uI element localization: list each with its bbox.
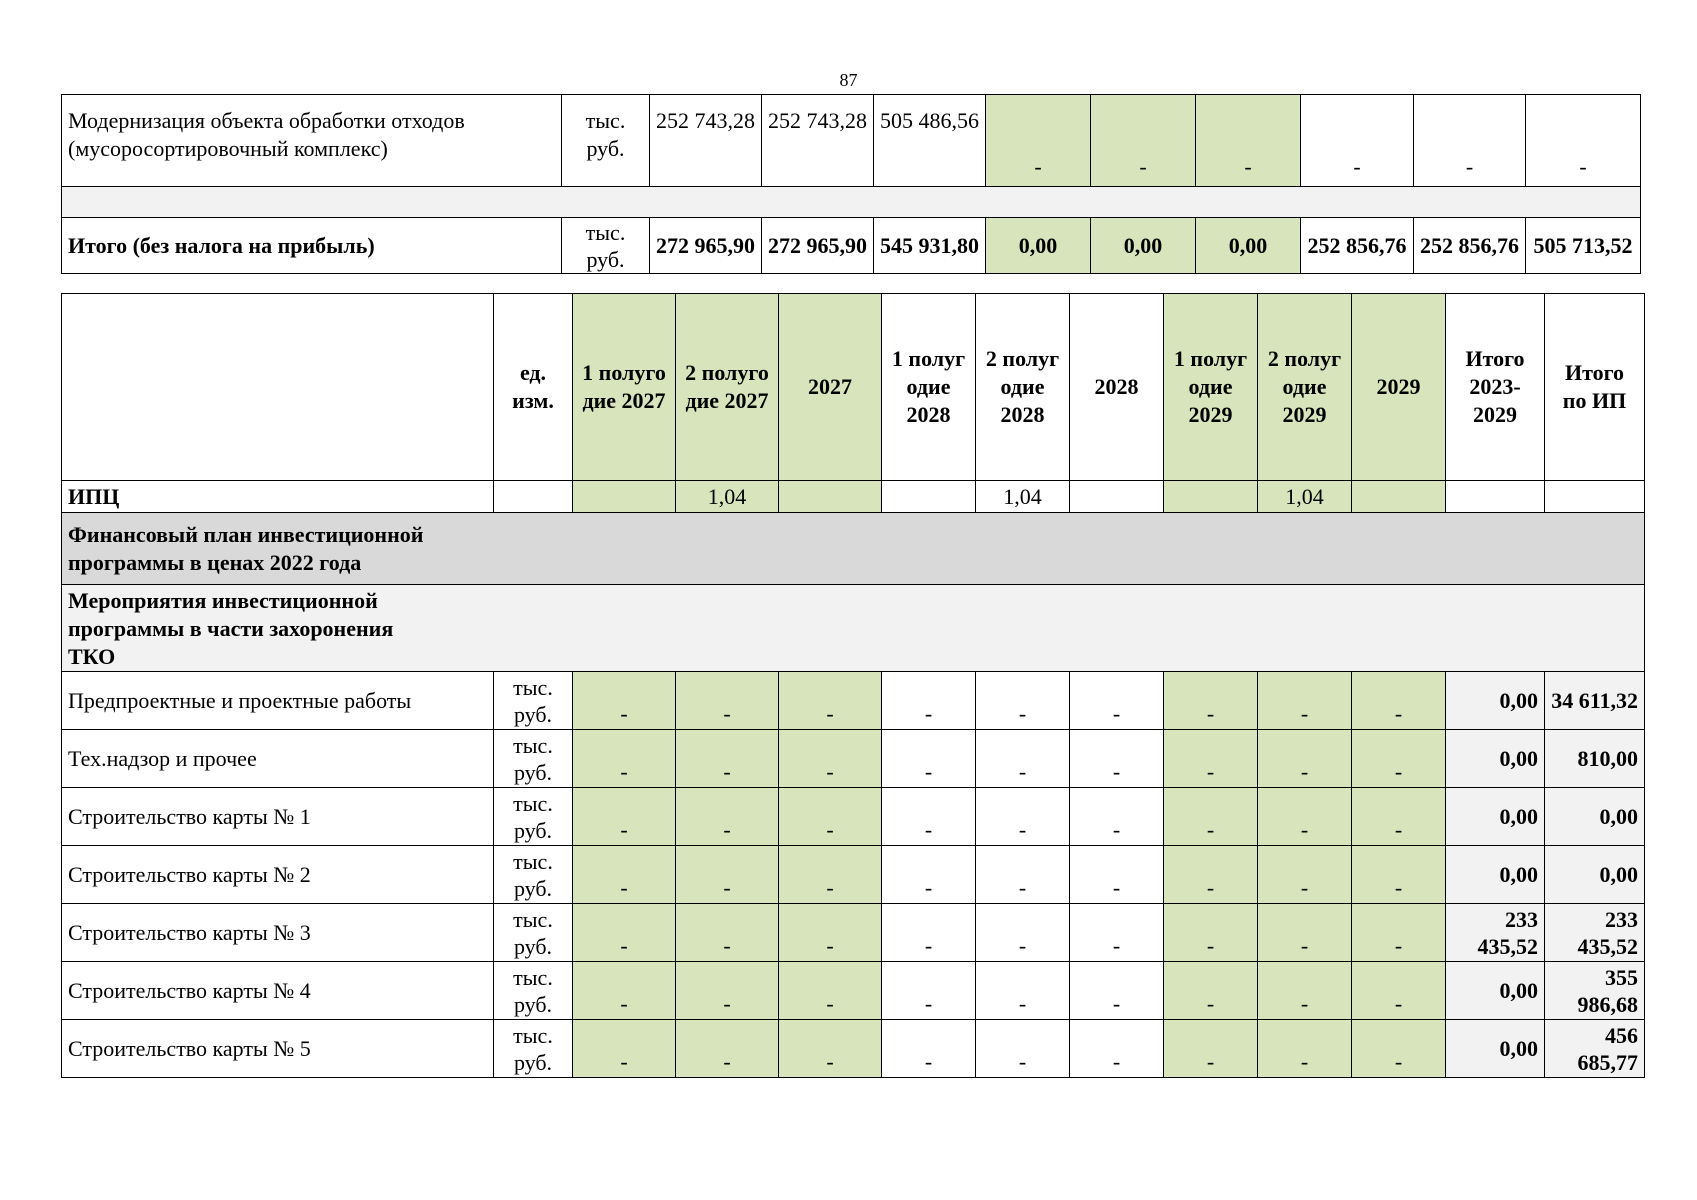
value-cell: - bbox=[573, 1020, 676, 1078]
value-cell: - bbox=[1526, 95, 1641, 187]
top-table bbox=[61, 94, 1641, 274]
total-cell: 0,00 bbox=[1446, 846, 1545, 904]
value-cell: - bbox=[976, 788, 1070, 846]
row-name: Строительство карты № 4 bbox=[62, 962, 494, 1020]
value-cell: - bbox=[573, 730, 676, 788]
value-cell: - bbox=[882, 846, 976, 904]
value-cell: 1,04 bbox=[676, 481, 779, 513]
table-row bbox=[62, 672, 1645, 730]
value-cell: - bbox=[1352, 962, 1446, 1020]
separator-cell bbox=[62, 187, 1641, 218]
value-cell: - bbox=[976, 1020, 1070, 1078]
value-cell: - bbox=[1258, 846, 1352, 904]
value-cell: - bbox=[573, 672, 676, 730]
value-cell: - bbox=[1352, 846, 1446, 904]
header-cell: ед. изм. bbox=[494, 294, 573, 481]
value-cell: - bbox=[573, 962, 676, 1020]
unit-cell: тыс. руб. bbox=[562, 95, 650, 187]
value-cell: 252 856,76 bbox=[1414, 218, 1526, 274]
value-cell: - bbox=[882, 962, 976, 1020]
table-row bbox=[62, 1020, 1645, 1078]
value-cell bbox=[1545, 481, 1645, 513]
value-cell: - bbox=[1352, 904, 1446, 962]
value-cell: - bbox=[1301, 95, 1414, 187]
value-cell: - bbox=[1352, 730, 1446, 788]
page-number: 87 bbox=[839, 70, 858, 90]
value-cell: - bbox=[779, 1020, 882, 1078]
total-cell: 0,00 bbox=[1446, 1020, 1545, 1078]
value-cell: - bbox=[1196, 95, 1301, 187]
value-cell: 505 486,56 bbox=[874, 95, 986, 187]
value-cell: - bbox=[976, 904, 1070, 962]
value-cell: - bbox=[1164, 962, 1258, 1020]
row-name: Строительство карты № 5 bbox=[62, 1020, 494, 1078]
row-name: Строительство карты № 3 bbox=[62, 904, 494, 962]
row-name: Тех.надзор и прочее bbox=[62, 730, 494, 788]
header-cell: 1 полуг одие 2028 bbox=[882, 294, 976, 481]
value-cell: 0,00 bbox=[1196, 218, 1301, 274]
value-cell: - bbox=[1070, 730, 1164, 788]
value-cell bbox=[494, 481, 573, 513]
value-cell: - bbox=[676, 788, 779, 846]
value-cell bbox=[779, 481, 882, 513]
total-label: Итого (без налога на прибыль) bbox=[62, 218, 562, 274]
value-cell: 272 965,90 bbox=[762, 218, 874, 274]
value-cell: - bbox=[676, 730, 779, 788]
unit-cell: тыс. руб. bbox=[494, 962, 573, 1020]
value-cell: - bbox=[1070, 904, 1164, 962]
header-cell: 1 полуго дие 2027 bbox=[573, 294, 676, 481]
table-row bbox=[62, 962, 1645, 1020]
value-cell: - bbox=[1258, 788, 1352, 846]
value-cell: - bbox=[779, 904, 882, 962]
main-table bbox=[61, 293, 1645, 1078]
total-ip-cell: 0,00 bbox=[1545, 788, 1645, 846]
value-cell: - bbox=[1164, 1020, 1258, 1078]
value-cell: - bbox=[573, 904, 676, 962]
value-cell: 252 743,28 bbox=[650, 95, 762, 187]
value-cell: - bbox=[986, 95, 1091, 187]
value-cell bbox=[1164, 481, 1258, 513]
value-cell: - bbox=[1070, 846, 1164, 904]
value-cell: - bbox=[1164, 672, 1258, 730]
ipc-label: ИПЦ bbox=[62, 481, 494, 513]
row-name: Строительство карты № 2 bbox=[62, 846, 494, 904]
total-cell: 0,00 bbox=[1446, 788, 1545, 846]
value-cell: - bbox=[573, 788, 676, 846]
value-cell: - bbox=[1091, 95, 1196, 187]
value-cell: 252 743,28 bbox=[762, 95, 874, 187]
total-row bbox=[62, 218, 1641, 274]
value-cell bbox=[1070, 481, 1164, 513]
header-cell: 2028 bbox=[1070, 294, 1164, 481]
total-ip-cell: 355 986,68 bbox=[1545, 962, 1645, 1020]
value-cell: - bbox=[1164, 846, 1258, 904]
value-cell: - bbox=[1258, 962, 1352, 1020]
row-name: Строительство карты № 1 bbox=[62, 788, 494, 846]
section-fill bbox=[494, 513, 1645, 585]
value-cell: - bbox=[1352, 672, 1446, 730]
table-row bbox=[62, 730, 1645, 788]
value-cell: 0,00 bbox=[986, 218, 1091, 274]
value-cell: - bbox=[1258, 672, 1352, 730]
header-row bbox=[62, 294, 1645, 481]
unit-cell: тыс. руб. bbox=[494, 672, 573, 730]
table-row bbox=[62, 904, 1645, 962]
value-cell: - bbox=[676, 672, 779, 730]
section-row bbox=[62, 585, 1645, 672]
value-cell: - bbox=[779, 788, 882, 846]
value-cell: - bbox=[779, 846, 882, 904]
value-cell: - bbox=[1164, 904, 1258, 962]
value-cell bbox=[573, 481, 676, 513]
header-cell: Итого 2023- 2029 bbox=[1446, 294, 1545, 481]
table-row bbox=[62, 846, 1645, 904]
header-cell: 2029 bbox=[1352, 294, 1446, 481]
total-ip-cell: 34 611,32 bbox=[1545, 672, 1645, 730]
header-cell: 1 полуг одие 2029 bbox=[1164, 294, 1258, 481]
header-cell: 2 полуг одие 2028 bbox=[976, 294, 1070, 481]
header-cell bbox=[62, 294, 494, 481]
value-cell: - bbox=[573, 846, 676, 904]
table-row bbox=[62, 788, 1645, 846]
value-cell: - bbox=[1258, 1020, 1352, 1078]
value-cell bbox=[882, 481, 976, 513]
total-ip-cell: 456 685,77 bbox=[1545, 1020, 1645, 1078]
value-cell: - bbox=[1164, 788, 1258, 846]
value-cell: - bbox=[882, 730, 976, 788]
value-cell: - bbox=[976, 846, 1070, 904]
section-row bbox=[62, 513, 1645, 585]
total-cell: 0,00 bbox=[1446, 672, 1545, 730]
value-cell: 272 965,90 bbox=[650, 218, 762, 274]
value-cell: - bbox=[1258, 730, 1352, 788]
value-cell: - bbox=[1070, 1020, 1164, 1078]
value-cell: - bbox=[1164, 730, 1258, 788]
value-cell bbox=[1446, 481, 1545, 513]
unit-cell: тыс. руб. bbox=[494, 904, 573, 962]
value-cell: 505 713,52 bbox=[1526, 218, 1641, 274]
table-row bbox=[62, 95, 1641, 187]
unit-cell: тыс. руб. bbox=[494, 730, 573, 788]
value-cell: - bbox=[1070, 788, 1164, 846]
value-cell: 545 931,80 bbox=[874, 218, 986, 274]
value-cell: - bbox=[1070, 962, 1164, 1020]
section-title: Мероприятия инвестиционной программы в части захоронения ТКО bbox=[62, 585, 494, 672]
value-cell: - bbox=[882, 788, 976, 846]
value-cell: - bbox=[1070, 672, 1164, 730]
value-cell: - bbox=[882, 672, 976, 730]
value-cell: - bbox=[1352, 1020, 1446, 1078]
row-name: Модернизация объекта обработки отходов (мусоросортировочный комплекс) bbox=[62, 95, 562, 187]
value-cell: - bbox=[882, 1020, 976, 1078]
value-cell: 252 856,76 bbox=[1301, 218, 1414, 274]
separator-row bbox=[62, 187, 1641, 218]
value-cell: 1,04 bbox=[1258, 481, 1352, 513]
total-ip-cell: 810,00 bbox=[1545, 730, 1645, 788]
value-cell: - bbox=[882, 904, 976, 962]
unit-cell: тыс. руб. bbox=[562, 218, 650, 274]
total-cell: 233 435,52 bbox=[1446, 904, 1545, 962]
value-cell: - bbox=[676, 1020, 779, 1078]
value-cell: - bbox=[976, 962, 1070, 1020]
value-cell: - bbox=[676, 904, 779, 962]
header-cell: Итого по ИП bbox=[1545, 294, 1645, 481]
value-cell: - bbox=[976, 730, 1070, 788]
value-cell: 1,04 bbox=[976, 481, 1070, 513]
value-cell bbox=[1352, 481, 1446, 513]
total-ip-cell: 0,00 bbox=[1545, 846, 1645, 904]
unit-cell: тыс. руб. bbox=[494, 846, 573, 904]
value-cell: - bbox=[676, 962, 779, 1020]
unit-cell: тыс. руб. bbox=[494, 1020, 573, 1078]
section-title: Финансовый план инвестиционной программы в ценах 2022 года bbox=[62, 513, 494, 585]
header-cell: 2027 bbox=[779, 294, 882, 481]
value-cell: - bbox=[779, 672, 882, 730]
value-cell: - bbox=[676, 846, 779, 904]
total-ip-cell: 233 435,52 bbox=[1545, 904, 1645, 962]
section-fill bbox=[494, 585, 1645, 672]
unit-cell: тыс. руб. bbox=[494, 788, 573, 846]
row-name: Предпроектные и проектные работы bbox=[62, 672, 494, 730]
value-cell: - bbox=[1352, 788, 1446, 846]
header-cell: 2 полуго дие 2027 bbox=[676, 294, 779, 481]
value-cell: - bbox=[1414, 95, 1526, 187]
total-cell: 0,00 bbox=[1446, 730, 1545, 788]
value-cell: 0,00 bbox=[1091, 218, 1196, 274]
ipc-row bbox=[62, 481, 1645, 513]
total-cell: 0,00 bbox=[1446, 962, 1545, 1020]
value-cell: - bbox=[779, 730, 882, 788]
header-cell: 2 полуг одие 2029 bbox=[1258, 294, 1352, 481]
value-cell: - bbox=[976, 672, 1070, 730]
value-cell: - bbox=[1258, 904, 1352, 962]
value-cell: - bbox=[779, 962, 882, 1020]
